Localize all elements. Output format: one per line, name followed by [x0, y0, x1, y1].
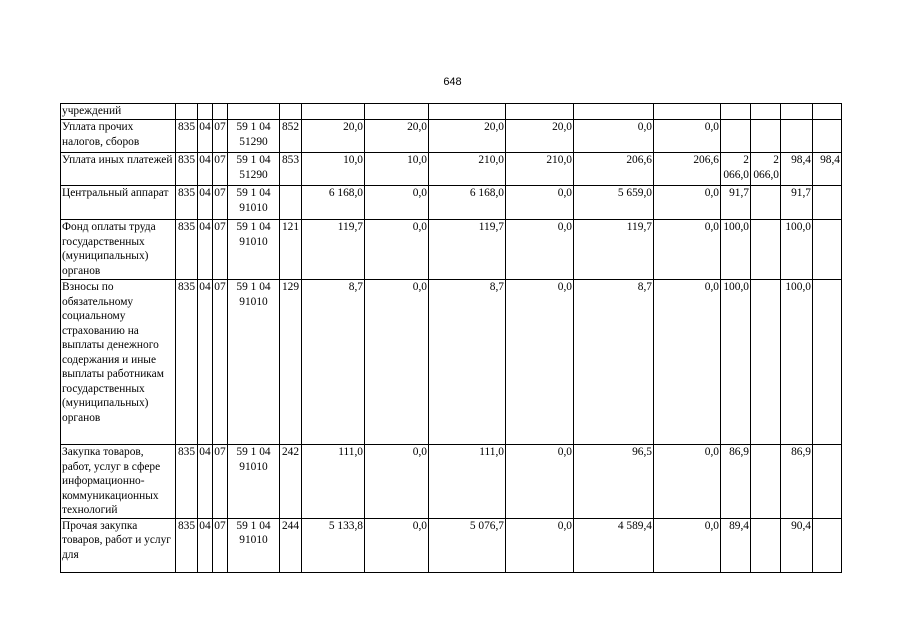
cell-v5: 4 589,4 — [574, 518, 654, 572]
cell-rz: 04 — [198, 280, 213, 445]
cell-v4 — [506, 104, 574, 120]
cell-v1: 119,7 — [302, 220, 365, 280]
cell-csr: 59 1 04 91010 — [228, 280, 280, 445]
cell-v4: 0,0 — [506, 518, 574, 572]
cell-v8 — [751, 120, 781, 153]
cell-v6: 0,0 — [654, 220, 721, 280]
cell-gl: 835 — [176, 153, 198, 186]
cell-v2: 0,0 — [365, 220, 429, 280]
cell-v6: 206,6 — [654, 153, 721, 186]
cell-gl: 835 — [176, 220, 198, 280]
table-row — [61, 120, 842, 153]
table-row — [61, 186, 842, 220]
cell-v10: 98,4 — [813, 153, 842, 186]
cell-v7: 100,0 — [721, 280, 751, 445]
cell-v2: 0,0 — [365, 518, 429, 572]
cell-v2: 0,0 — [365, 186, 429, 220]
cell-name: Уплата прочих налогов, сборов — [61, 120, 176, 153]
cell-v5: 5 659,0 — [574, 186, 654, 220]
cell-pr: 07 — [213, 518, 228, 572]
cell-gl: 835 — [176, 186, 198, 220]
cell-v10 — [813, 186, 842, 220]
cell-csr: 59 1 04 91010 — [228, 445, 280, 519]
cell-pr: 07 — [213, 153, 228, 186]
cell-v7: 86,9 — [721, 445, 751, 519]
cell-v6: 0,0 — [654, 120, 721, 153]
cell-gl: 835 — [176, 518, 198, 572]
cell-v3: 20,0 — [429, 120, 506, 153]
budget-table — [60, 103, 842, 573]
cell-v9: 86,9 — [781, 445, 813, 519]
cell-vr: 242 — [280, 445, 302, 519]
cell-v2 — [365, 104, 429, 120]
cell-csr — [228, 104, 280, 120]
cell-v3: 8,7 — [429, 280, 506, 445]
cell-v10 — [813, 104, 842, 120]
cell-v5: 96,5 — [574, 445, 654, 519]
cell-gl: 835 — [176, 280, 198, 445]
cell-name: Уплата иных платежей — [61, 153, 176, 186]
cell-v7 — [721, 104, 751, 120]
cell-v6: 0,0 — [654, 186, 721, 220]
cell-v5: 206,6 — [574, 153, 654, 186]
cell-v1 — [302, 104, 365, 120]
cell-csr: 59 1 04 51290 — [228, 120, 280, 153]
cell-vr: 852 — [280, 120, 302, 153]
cell-pr: 07 — [213, 445, 228, 519]
cell-v4: 210,0 — [506, 153, 574, 186]
cell-v10 — [813, 445, 842, 519]
cell-v3: 210,0 — [429, 153, 506, 186]
table-row — [61, 220, 842, 280]
table-row — [61, 104, 842, 120]
cell-name: Центральный аппарат — [61, 186, 176, 220]
cell-gl — [176, 104, 198, 120]
cell-csr: 59 1 04 91010 — [228, 518, 280, 572]
cell-v9 — [781, 104, 813, 120]
cell-name: Закупка товаров, работ, услуг в сфере информационно-коммуникационных технологий — [61, 445, 176, 519]
cell-v6: 0,0 — [654, 280, 721, 445]
cell-v7: 91,7 — [721, 186, 751, 220]
cell-v5: 119,7 — [574, 220, 654, 280]
cell-v8 — [751, 518, 781, 572]
cell-v7: 100,0 — [721, 220, 751, 280]
cell-vr: 121 — [280, 220, 302, 280]
cell-v2: 10,0 — [365, 153, 429, 186]
cell-gl: 835 — [176, 445, 198, 519]
cell-v9 — [781, 120, 813, 153]
cell-v9: 98,4 — [781, 153, 813, 186]
cell-rz: 04 — [198, 186, 213, 220]
cell-v9: 91,7 — [781, 186, 813, 220]
cell-name: Взносы по обязательному социальному страхованию на выплаты денежного содержания и иные выплаты работникам государственных (муниципальных) органов — [61, 280, 176, 445]
cell-pr — [213, 104, 228, 120]
cell-v9: 100,0 — [781, 280, 813, 445]
cell-v1: 20,0 — [302, 120, 365, 153]
cell-v1: 10,0 — [302, 153, 365, 186]
cell-vr: 244 — [280, 518, 302, 572]
cell-v8: 2 066,0 — [751, 153, 781, 186]
page-number: 648 — [443, 76, 462, 88]
cell-csr: 59 1 04 91010 — [228, 186, 280, 220]
cell-pr: 07 — [213, 186, 228, 220]
cell-v4: 20,0 — [506, 120, 574, 153]
cell-v7: 89,4 — [721, 518, 751, 572]
cell-vr — [280, 104, 302, 120]
cell-v9: 100,0 — [781, 220, 813, 280]
cell-v2: 20,0 — [365, 120, 429, 153]
table-row — [61, 280, 842, 445]
cell-v10 — [813, 280, 842, 445]
cell-name: Фонд оплаты труда государственных (муниципальных) органов — [61, 220, 176, 280]
cell-rz: 04 — [198, 518, 213, 572]
cell-v8 — [751, 186, 781, 220]
cell-v3: 5 076,7 — [429, 518, 506, 572]
cell-vr: 129 — [280, 280, 302, 445]
cell-v10 — [813, 120, 842, 153]
cell-csr: 59 1 04 91010 — [228, 220, 280, 280]
cell-v5: 0,0 — [574, 120, 654, 153]
cell-rz: 04 — [198, 445, 213, 519]
cell-v6: 0,0 — [654, 518, 721, 572]
cell-v1: 8,7 — [302, 280, 365, 445]
cell-rz — [198, 104, 213, 120]
cell-v4: 0,0 — [506, 445, 574, 519]
cell-v8 — [751, 445, 781, 519]
table-row — [61, 153, 842, 186]
cell-v2: 0,0 — [365, 280, 429, 445]
table-row — [61, 518, 842, 572]
cell-vr — [280, 186, 302, 220]
table-row — [61, 445, 842, 519]
cell-vr: 853 — [280, 153, 302, 186]
cell-v5: 8,7 — [574, 280, 654, 445]
cell-name: Прочая закупка товаров, работ и услуг для — [61, 518, 176, 572]
cell-v2: 0,0 — [365, 445, 429, 519]
cell-csr: 59 1 04 51290 — [228, 153, 280, 186]
cell-v1: 6 168,0 — [302, 186, 365, 220]
cell-v1: 5 133,8 — [302, 518, 365, 572]
cell-v6: 0,0 — [654, 445, 721, 519]
cell-rz: 04 — [198, 153, 213, 186]
cell-v3: 119,7 — [429, 220, 506, 280]
cell-v1: 111,0 — [302, 445, 365, 519]
cell-v4: 0,0 — [506, 220, 574, 280]
cell-v6 — [654, 104, 721, 120]
cell-v3: 6 168,0 — [429, 186, 506, 220]
cell-v7 — [721, 120, 751, 153]
cell-gl: 835 — [176, 120, 198, 153]
cell-v8 — [751, 280, 781, 445]
cell-v10 — [813, 220, 842, 280]
cell-rz: 04 — [198, 220, 213, 280]
cell-v8 — [751, 104, 781, 120]
cell-v9: 90,4 — [781, 518, 813, 572]
cell-pr: 07 — [213, 280, 228, 445]
cell-pr: 07 — [213, 120, 228, 153]
cell-v4: 0,0 — [506, 186, 574, 220]
cell-v10 — [813, 518, 842, 572]
cell-v8 — [751, 220, 781, 280]
cell-v3 — [429, 104, 506, 120]
cell-v5 — [574, 104, 654, 120]
cell-pr: 07 — [213, 220, 228, 280]
cell-v4: 0,0 — [506, 280, 574, 445]
cell-name: учреждений — [61, 104, 176, 120]
cell-rz: 04 — [198, 120, 213, 153]
cell-v7: 2 066,0 — [721, 153, 751, 186]
cell-v3: 111,0 — [429, 445, 506, 519]
